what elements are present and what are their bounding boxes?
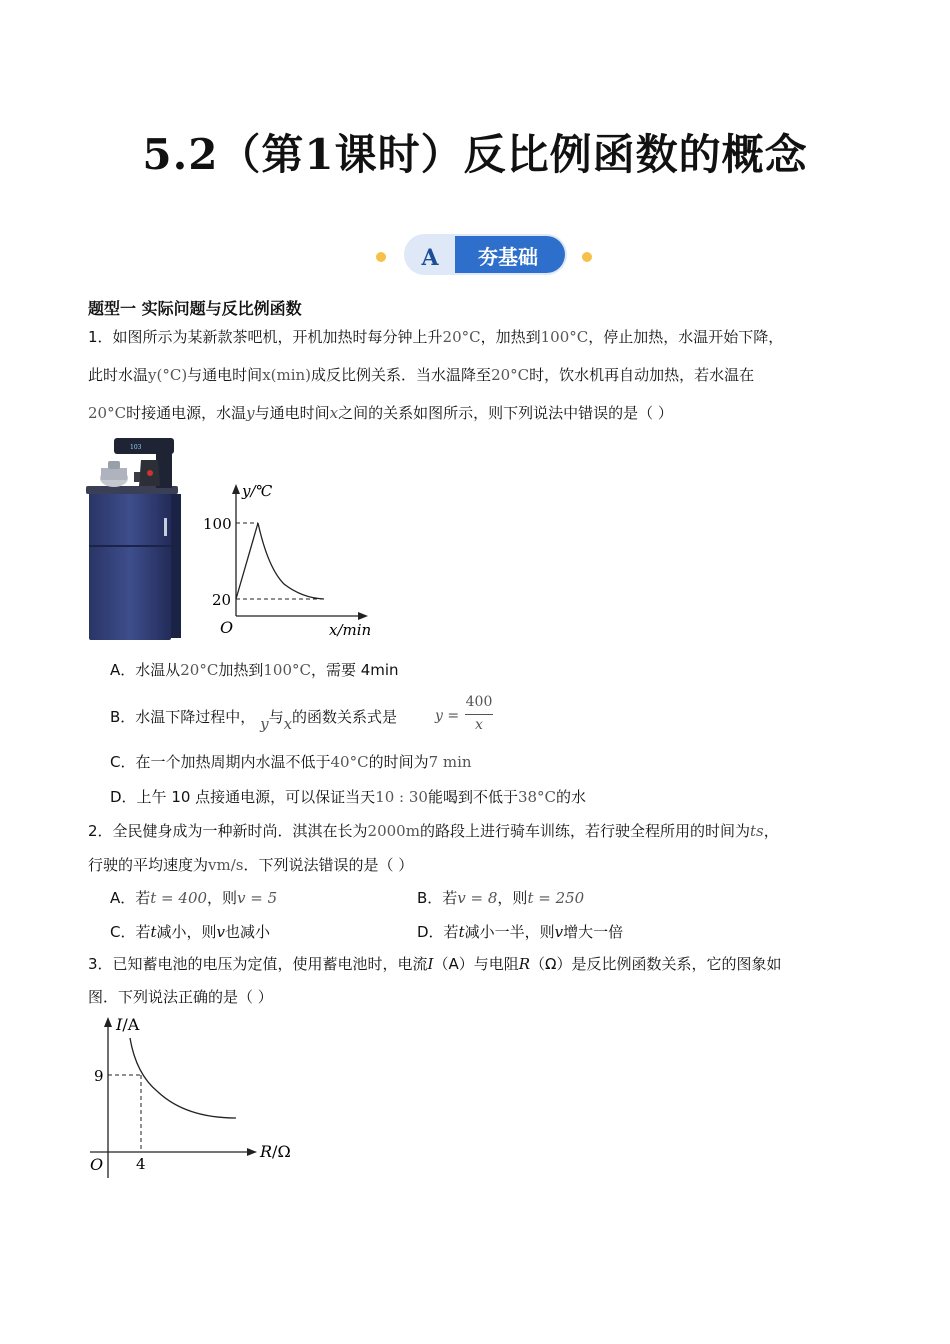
q3-var: I	[427, 955, 434, 973]
q2-option-b-text: ，则	[497, 889, 528, 907]
q2-text: 2．全民健身成为一种新时尚．淇淇在长为	[88, 822, 368, 840]
q1-tick-100: 100	[203, 515, 232, 533]
page-title: 5.2（第1课时）反比例函数的概念	[142, 130, 808, 179]
q1-option-d[interactable]	[110, 786, 586, 808]
q1-formula-bar	[465, 714, 493, 715]
q1-math: y(°C)	[148, 366, 188, 384]
q2-option-c[interactable]	[110, 921, 270, 943]
q1-line-3	[88, 402, 673, 424]
q1-temperature-graph	[198, 478, 380, 646]
q1-option-b-math: y	[260, 715, 269, 733]
q1-option-c-text: 的时间为	[368, 753, 429, 771]
q1-math: 100°C	[540, 328, 589, 346]
q1-text: 此时水温	[88, 366, 149, 384]
q2-option-c-var: t	[150, 923, 157, 941]
q3-text: （A）与电阻	[433, 955, 519, 973]
q1-math: x(min)	[262, 366, 312, 384]
q1-origin: O	[220, 618, 234, 637]
q3-origin: O	[90, 1155, 104, 1174]
q1-option-b-text: 与	[268, 708, 284, 726]
q2-option-d-var: v	[554, 923, 564, 941]
banner-dot-left	[376, 252, 386, 262]
q1-option-b-text: 的函数关系式是	[292, 708, 398, 726]
q1-option-d-text: 能喝到不低于	[427, 788, 518, 806]
q2-text: ．下列说法错误的是（ ）	[243, 856, 414, 874]
q1-formula-denominator: x	[475, 717, 483, 733]
banner-pill-joint	[455, 236, 475, 273]
q1-formula-lhs: y =	[435, 708, 460, 724]
q2-math: 2000m	[367, 822, 420, 840]
q1-option-d-text: D．上午 10 点接通电源，可以保证当天	[110, 788, 376, 806]
q1-option-c[interactable]	[110, 751, 472, 773]
q1-text: ，加热到	[480, 328, 541, 346]
q1-option-a-text: A．水温从	[110, 661, 181, 679]
q2-option-d-text: 增大一倍	[563, 923, 624, 941]
svg-text:103: 103	[130, 444, 142, 451]
q2-math: vm/s	[208, 856, 244, 874]
q3-x-label: R/Ω	[260, 1142, 291, 1161]
q1-heating-curve	[236, 523, 258, 599]
banner-label: 夯基础	[478, 245, 538, 269]
q2-line-1	[88, 820, 779, 842]
q1-math: 20°C	[442, 328, 481, 346]
q3-y-arrow	[104, 1017, 112, 1027]
q1-option-b[interactable]	[110, 706, 398, 733]
q1-formula-numerator: 400	[465, 694, 493, 710]
q1-option-b-text: B．水温下降过程中，	[110, 708, 256, 726]
q2-option-c-var: v	[216, 923, 226, 941]
q1-math: 20°C	[88, 404, 127, 422]
q3-tick-4: 4	[136, 1155, 146, 1173]
q2-option-a-text: A．若	[110, 889, 151, 907]
q2-option-a-text: ，则	[207, 889, 238, 907]
q2-option-a-math: v = 5	[237, 889, 278, 907]
q2-text: 的路段上进行骑车训练，若行驶全程所用的时间为	[419, 822, 750, 840]
q3-current-resistance-graph	[86, 1012, 298, 1184]
q2-option-b[interactable]	[417, 887, 584, 909]
q1-option-c-math: 40°C	[330, 753, 369, 771]
q1-option-b-math: x	[283, 715, 293, 733]
q1-text: 与通电时间	[187, 366, 263, 384]
q2-option-b-math: v = 8	[457, 889, 498, 907]
q3-text: 3．已知蓄电池的电压为定值，使用蓄电池时，电流	[88, 955, 428, 973]
q1-option-a-text: ，需要 4min	[310, 661, 399, 679]
q1-option-d-math: 38°C	[517, 788, 557, 806]
q1-math: 20°C	[491, 366, 530, 384]
q1-line-1	[88, 326, 783, 348]
q3-text: （Ω）是反比例函数关系，它的图象如	[530, 955, 782, 973]
q3-tick-9: 9	[94, 1067, 104, 1085]
q1-option-a-text: 加热到	[218, 661, 264, 679]
q1-text: ，停止加热，水温开始下降，	[588, 328, 784, 346]
q2-line-2	[88, 854, 413, 876]
q3-line-2: 图．下列说法正确的是（ ）	[88, 988, 273, 1006]
q2-option-c-text: 减小，则	[156, 923, 217, 941]
section-heading: 题型一 实际问题与反比例函数	[88, 299, 302, 318]
q1-text: 与通电时间	[254, 404, 330, 422]
q1-tick-20: 20	[212, 591, 232, 609]
q3-line-1	[88, 953, 782, 975]
banner-letter: A	[421, 245, 439, 271]
q1-math: x	[329, 404, 339, 422]
q2-option-a[interactable]	[110, 887, 277, 909]
q1-text: 时接通电源，水温	[126, 404, 247, 422]
q1-text: 成反比例关系．当水温降至	[311, 366, 492, 384]
q1-text: 1．如图所示为某新款茶吧机，开机加热时每分钟上升	[88, 328, 443, 346]
q1-option-a[interactable]	[110, 659, 399, 681]
q1-x-arrow	[358, 612, 368, 620]
banner-dot-right	[582, 252, 592, 262]
q2-text: 行驶的平均速度为	[88, 856, 209, 874]
q2-option-a-math: t = 400	[150, 889, 208, 907]
q1-option-c-text: C．在一个加热周期内水温不低于	[110, 753, 331, 771]
q3-hyperbola	[130, 1038, 236, 1118]
q1-y-label: y/℃	[242, 482, 273, 500]
q1-option-d-text: 的水	[556, 788, 587, 806]
q1-cooling-curve	[258, 523, 324, 599]
tea-machine-image	[86, 434, 186, 644]
q1-option-c-math: 7 min	[428, 753, 472, 771]
q1-y-arrow	[232, 484, 240, 494]
q2-option-b-math: t = 250	[527, 889, 585, 907]
q1-text: 时，饮水机再自动加热，若水温在	[529, 366, 755, 384]
q1-option-d-math: 10 : 30	[375, 788, 428, 806]
q2-option-c-text: C．若	[110, 923, 151, 941]
q1-option-a-math: 100°C	[263, 661, 311, 679]
q2-option-d-var: t	[458, 923, 465, 941]
q1-math: y	[246, 404, 255, 422]
q1-option-a-math: 20°C	[180, 661, 219, 679]
q2-option-b-text: B．若	[417, 889, 458, 907]
q3-y-label: I/A	[116, 1015, 140, 1034]
q3-x-arrow	[247, 1148, 257, 1156]
q2-option-d-text: 减小一半，则	[464, 923, 555, 941]
q3-var: R	[518, 955, 531, 973]
section-banner	[0, 232, 950, 278]
q2-option-d[interactable]	[417, 921, 623, 943]
q2-text: ，	[763, 822, 779, 840]
q1-text: 之间的关系如图所示，则下列说法中错误的是（ ）	[338, 404, 673, 422]
q2-math: ts	[749, 822, 764, 840]
q2-option-c-text: 也减小	[225, 923, 271, 941]
q2-option-d-text: D．若	[417, 923, 459, 941]
q1-line-2	[88, 364, 754, 386]
q1-x-label: x/min	[329, 621, 372, 639]
